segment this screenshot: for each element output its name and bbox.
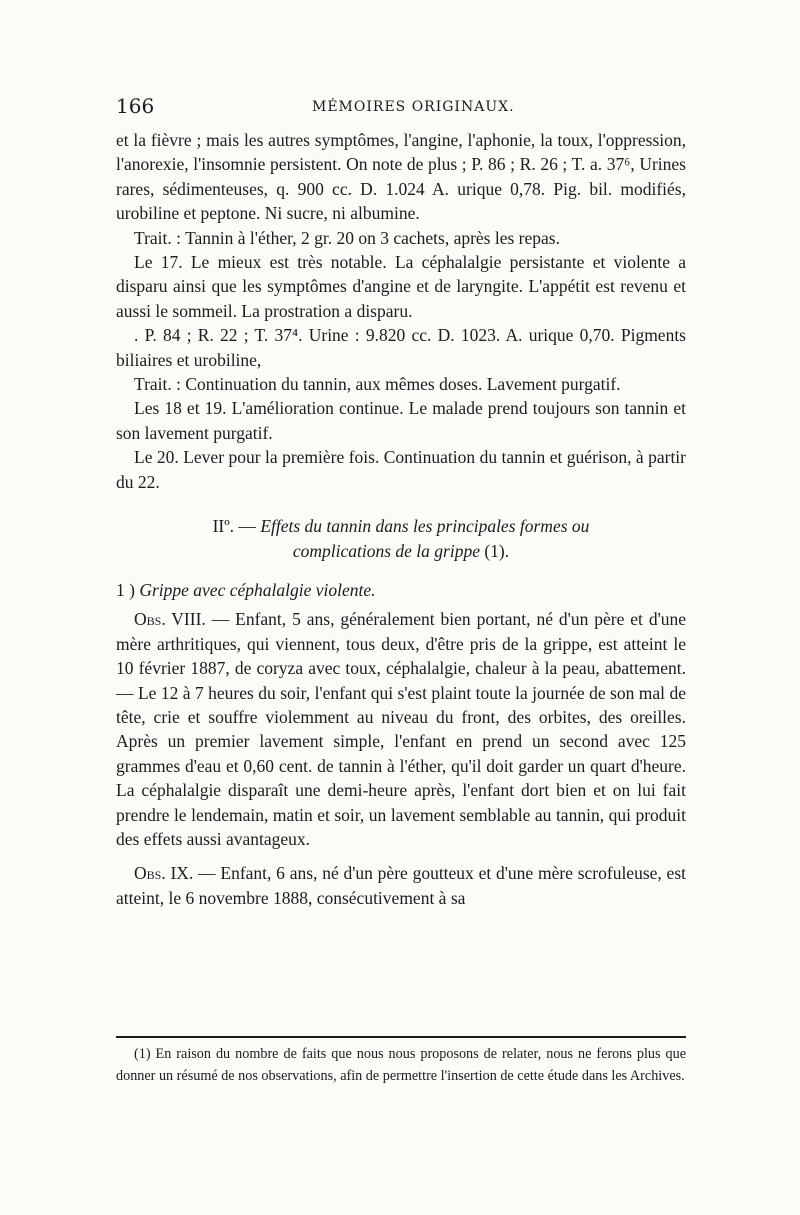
- subsection-title: Grippe avec céphalalgie violente.: [139, 579, 376, 600]
- section-title-line1: Effets du tannin dans les principales formes ou: [260, 516, 590, 537]
- footnote-text: En raison du nombre de faits que nous nous proposons de relater, nous ne ferons plus que donner un résumé de nos observations, afin de permettre l'insertion de cette étude dans les Archives.: [116, 1046, 686, 1084]
- section-number: IIº. —: [212, 516, 256, 537]
- footnote-marker: (1): [134, 1046, 151, 1062]
- paragraph: Trait. : Tannin à l'éther, 2 gr. 20 on 3 cachets, après les repas.: [134, 227, 560, 248]
- paragraph: . P. 84 ; R. 22 ; T. 37⁴. Urine : 9.820 cc. D. 1023. A. urique 0,70. Pigments biliaires et urobiline,: [116, 325, 686, 370]
- section-heading: [116, 514, 686, 538]
- observation-paragraph: [116, 607, 686, 851]
- observation-label: Obs. IX.: [134, 863, 194, 884]
- footnote-divider: [116, 1036, 686, 1038]
- observation-text: — Enfant, 6 ans, né d'un père goutteux et d'une mère scrofuleuse, est atteint, le 6 novembre 1888, consécutivement à sa: [116, 863, 686, 908]
- paragraph: et la fièvre ; mais les autres symptômes, l'angine, l'aphonie, la toux, l'oppression, l'anorexie, l'insomnie persistent. On note de plus ; P. 86 ; R. 26 ; T. a. 37⁶, Urines rares, sédimenteuses, q. 900 cc. D. 1.024 A. urique 0,78. Pig. bil. modifiés, urobiline et peptone. Ni sucre, ni albumine.: [116, 130, 686, 224]
- subsection-heading: [116, 578, 686, 602]
- page-number: 166: [116, 94, 155, 118]
- paragraph: Le 17. Le mieux est très notable. La céphalalgie persistante et violente a disparu ainsi que les symptômes d'angine et de laryngite. L'appétit est revenu et aussi le sommeil. La prostration a disparu.: [116, 252, 686, 321]
- footnote-reference: (1).: [484, 540, 510, 561]
- paragraph: Trait. : Continuation du tannin, aux mêmes doses. Lavement purgatif.: [134, 374, 621, 395]
- observation-label: Obs. VIII.: [134, 609, 206, 630]
- paragraph: Le 20. Lever pour la première fois. Continuation du tannin et guérison, à partir du 22.: [116, 447, 686, 492]
- page-header: [116, 94, 686, 122]
- section-heading-line2: [116, 539, 686, 563]
- footnote: [116, 1044, 686, 1087]
- paragraph: Les 18 et 19. L'amélioration continue. Le malade prend toujours son tannin et son lavement purgatif.: [116, 398, 686, 443]
- observation-text: — Enfant, 5 ans, généralement bien portant, né d'un père et d'une mère arthritiques, qui viennent, tous deux, d'être pris de la grippe, est atteint le 10 février 1887, de coryza avec toux, céphalalgie, chaleur à la peau, abattement. — Le 12 à 7 heures du soir, l'enfant qui s'est plaint toute la journée de son mal de tête, crie et souffre violemment au niveau du front, des orbites, des oreilles. Après un premier lavement simple, l'enfant en prend un second avec 125 grammes d'eau et 0,60 cent. de tannin à l'éther, qu'il doit garder un quart d'heure. La céphalalgie disparaît une demi-heure après, l'enfant dort bien et on lui fait prendre le lendemain, matin et soir, un lavement semblable au tannin, qui produit des effets aussi avantageux.: [116, 609, 686, 849]
- running-head: MÉMOIRES ORIGINAUX.: [312, 99, 515, 115]
- subsection-number: 1 ): [116, 579, 135, 600]
- section-title-line2: complications de la grippe: [292, 540, 480, 561]
- observation-paragraph: [116, 861, 686, 910]
- body-text: [116, 128, 686, 910]
